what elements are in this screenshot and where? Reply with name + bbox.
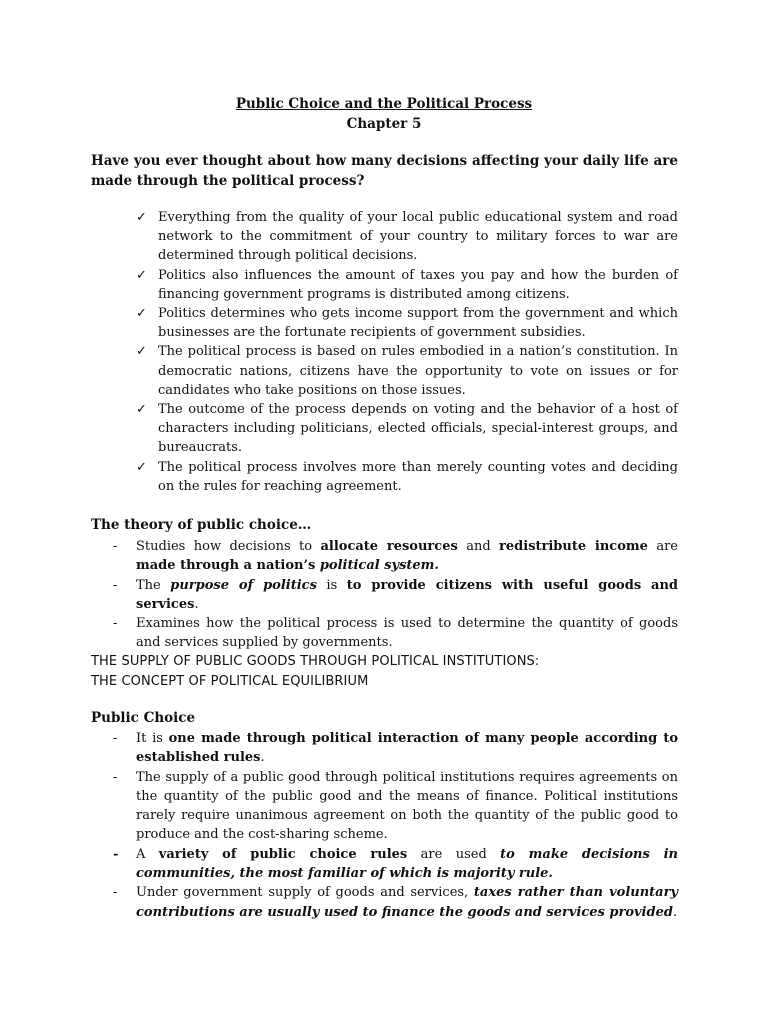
dash-bullet: - [113,769,118,785]
list-item: - It is one made through political interaction of many people according to established rules. [113,731,678,766]
public-choice-list [113,729,678,922]
document-title: Public Choice and the Political Process [235,96,533,112]
list-item: ✓ Politics also influences the amount of taxes you pay and how the burden of financing government programs is distributed among citizens. [136,267,678,302]
list-item: - Studies how decisions to allocate resources and redistribute income are made through a nation’s political system. [113,539,678,574]
list-item: - Examines how the political process is used to determine the quantity of goods and services supplied by governments. [113,616,678,651]
checklist [136,208,678,496]
checkmark-icon: ✓ [136,402,147,418]
dash-bullet: - [113,616,118,632]
list-item: - The purpose of politics is to provide citizens with useful goods and services. [113,577,679,612]
dash-bullet: - [113,577,118,593]
list-item: ✓ Everything from the quality of your local public educational system and road network to the commitment of your country to military forces to war are determined through political decisions. [136,210,678,264]
dash-bullet: - [113,539,118,554]
checkmark-icon: ✓ [136,306,147,322]
list-item: ✓ The political process is based on rules embodied in a nation’s constitution. In democratic nations, citizens have the opportunity to vote on issues or for candidates who take positions on those issues. [136,344,678,398]
list-item: - The supply of a public good through political institutions requires agreements on the quantity of the public good and the means of finance. Political institutions rarely require unanimous agreement on both the quantity of the public good to produce and the cost-sharing scheme. [113,769,678,843]
checkmark-icon: ✓ [136,210,147,225]
list-item: - Under government supply of goods and services, taxes rather than voluntary contributions are usually used to finance the goods and services provided. [113,885,678,920]
dash-bullet: - [113,885,118,901]
dash-bullet: - [113,731,118,746]
title-block [0,94,768,134]
checkmark-icon: ✓ [136,344,147,360]
dash-bullet: - [113,846,119,862]
list-item: ✓ Politics determines who gets income support from the government and which businesses are the fortunate recipients of government subsidies. [136,306,678,341]
section-heading: THE SUPPLY OF PUBLIC GOODS THROUGH POLITICAL INSTITUTIONS: THE CONCEPT OF POLITICAL EQUILIBRIUM [91,654,540,689]
theory-heading: The theory of public choice… [91,517,312,533]
chapter-label: Chapter 5 [346,116,422,132]
list-item: ✓ The political process involves more than merely counting votes and deciding on the rules for reaching agreement. [136,459,678,494]
checkmark-icon: ✓ [136,459,147,475]
public-choice-heading: Public Choice [91,710,196,726]
theory-list [113,537,678,653]
list-item: ✓ The outcome of the process depends on voting and the behavior of a host of characters including politicians, elected officials, special-interest groups, and bureaucrats. [136,402,678,456]
intro-question: Have you ever thought about how many decisions affecting your daily life are made through the political process? [91,153,678,189]
checkmark-icon: ✓ [136,267,147,283]
list-item: - A variety of public choice rules are used to make decisions in communities, the most familiar of which is majority rule. [113,846,678,882]
